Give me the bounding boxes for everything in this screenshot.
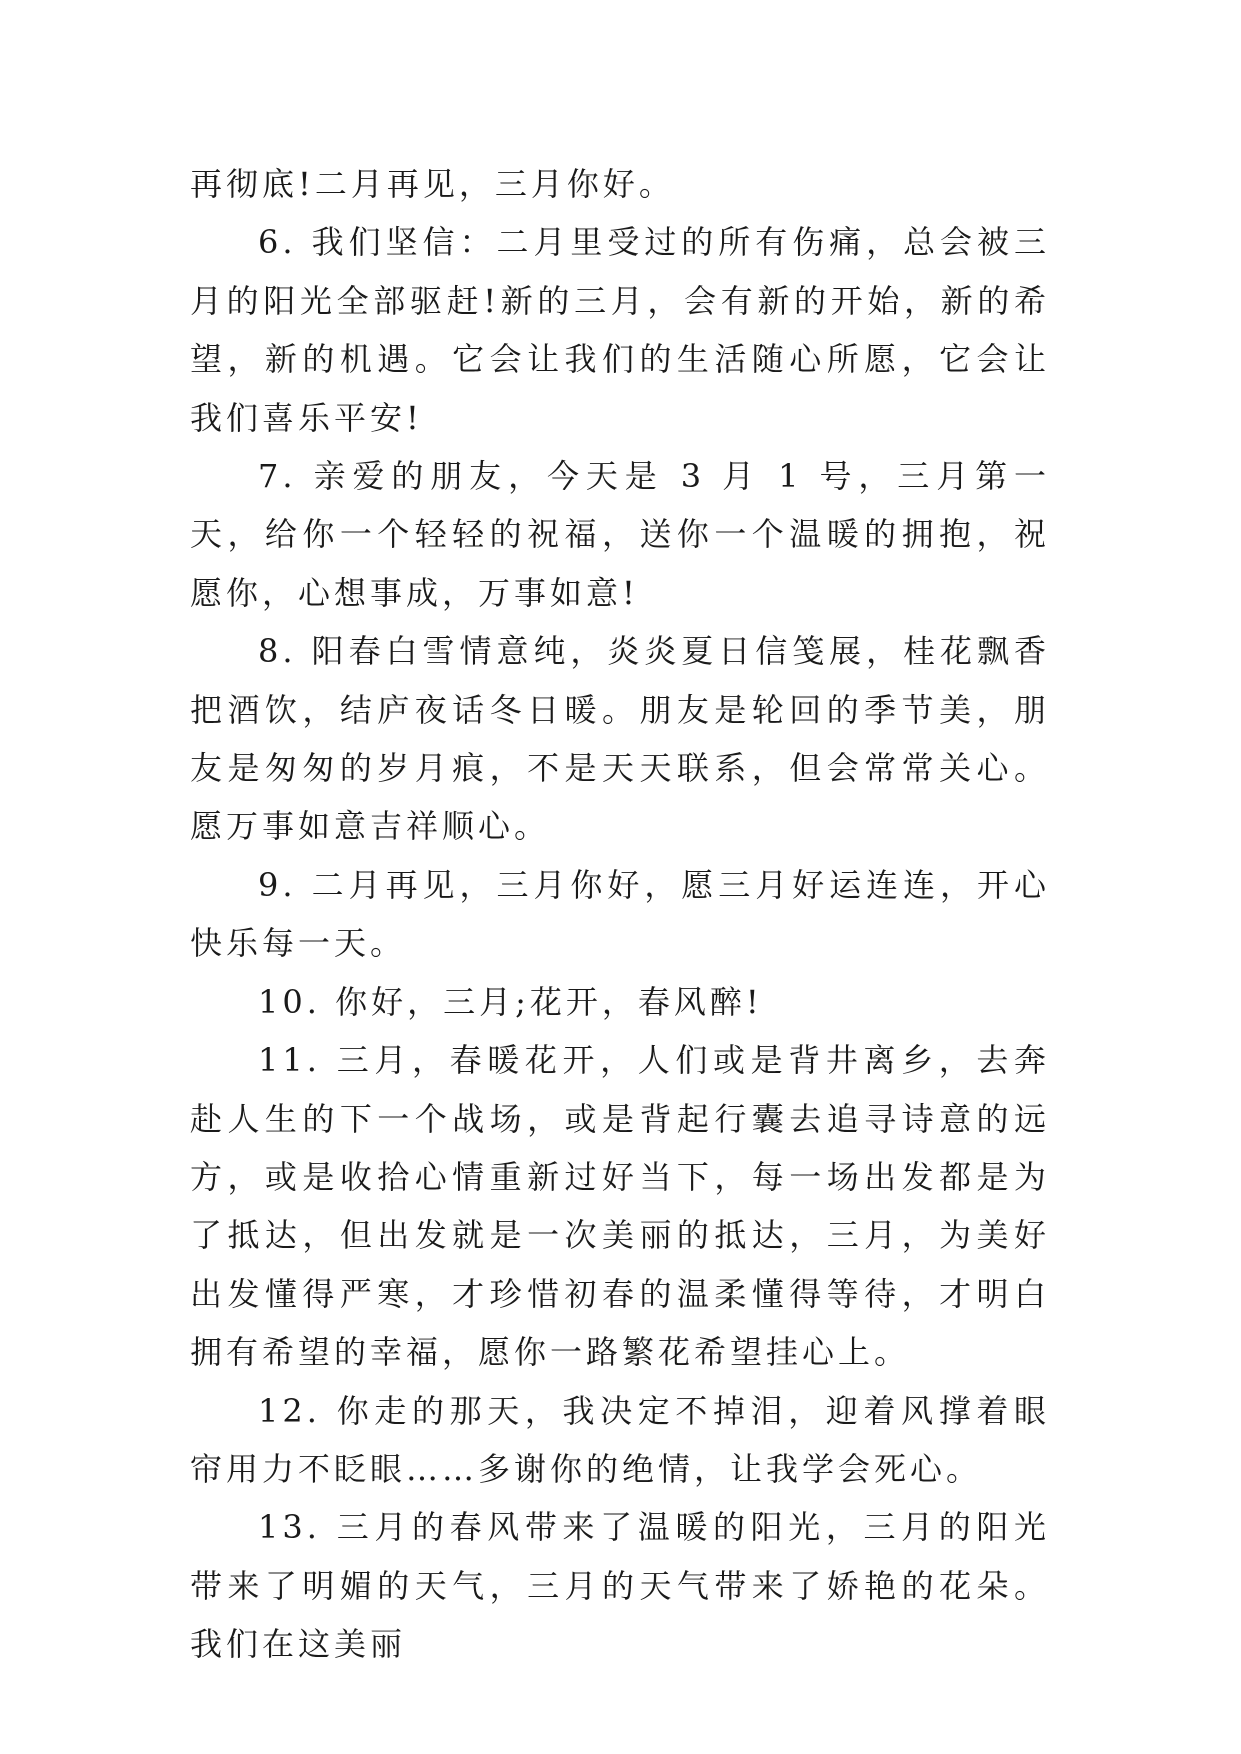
paragraph-item-7: 7. 亲爱的朋友，今天是 3 月 1 号，三月第一天，给你一个轻轻的祝福，送你一个温暖的拥抱，祝愿你，心想事成，万事如意! bbox=[190, 457, 1050, 612]
document-body bbox=[190, 155, 1050, 1674]
paragraph-item-6: 6. 我们坚信：二月里受过的所有伤痛，总会被三月的阳光全部驱赶!新的三月，会有新的开始，新的希望，新的机遇。它会让我们的生活随心所愿，它会让我们喜乐平安! bbox=[190, 223, 1050, 437]
paragraph-item-12: 12. 你走的那天，我决定不掉泪，迎着风撑着眼帘用力不眨眼……多谢你的绝情，让我学会死心。 bbox=[190, 1391, 1050, 1488]
paragraph-item-10: 10. 你好，三月;花开，春风醉! bbox=[258, 982, 763, 1021]
paragraph-continuation: 再彻底!二月再见，三月你好。 bbox=[190, 165, 675, 203]
paragraph-item-8: 8. 阳春白雪情意纯，炎炎夏日信笺展，桂花飘香把酒饮，结庐夜话冬日暖。朋友是轮回的季节美，朋友是匆匆的岁月痕，不是天天联系，但会常常关心。愿万事如意吉祥顺心。 bbox=[190, 632, 1050, 846]
paragraph-item-13: 13. 三月的春风带来了温暖的阳光，三月的阳光带来了明媚的天气，三月的天气带来了娇艳的花朵。我们在这美丽 bbox=[190, 1508, 1050, 1664]
paragraph-item-11: 11. 三月，春暖花开，人们或是背井离乡，去奔赴人生的下一个战场，或是背起行囊去追寻诗意的远方，或是收拾心情重新过好当下，每一场出发都是为了抵达，但出发就是一次美丽的抵达，三月，为美好出发懂得严寒，才珍惜初春的温柔懂得等待，才明白拥有希望的幸福，愿你一路繁花希望挂心上。 bbox=[190, 1041, 1050, 1372]
paragraph-item-9: 9. 二月再见，三月你好，愿三月好运连连，开心快乐每一天。 bbox=[190, 865, 1050, 963]
